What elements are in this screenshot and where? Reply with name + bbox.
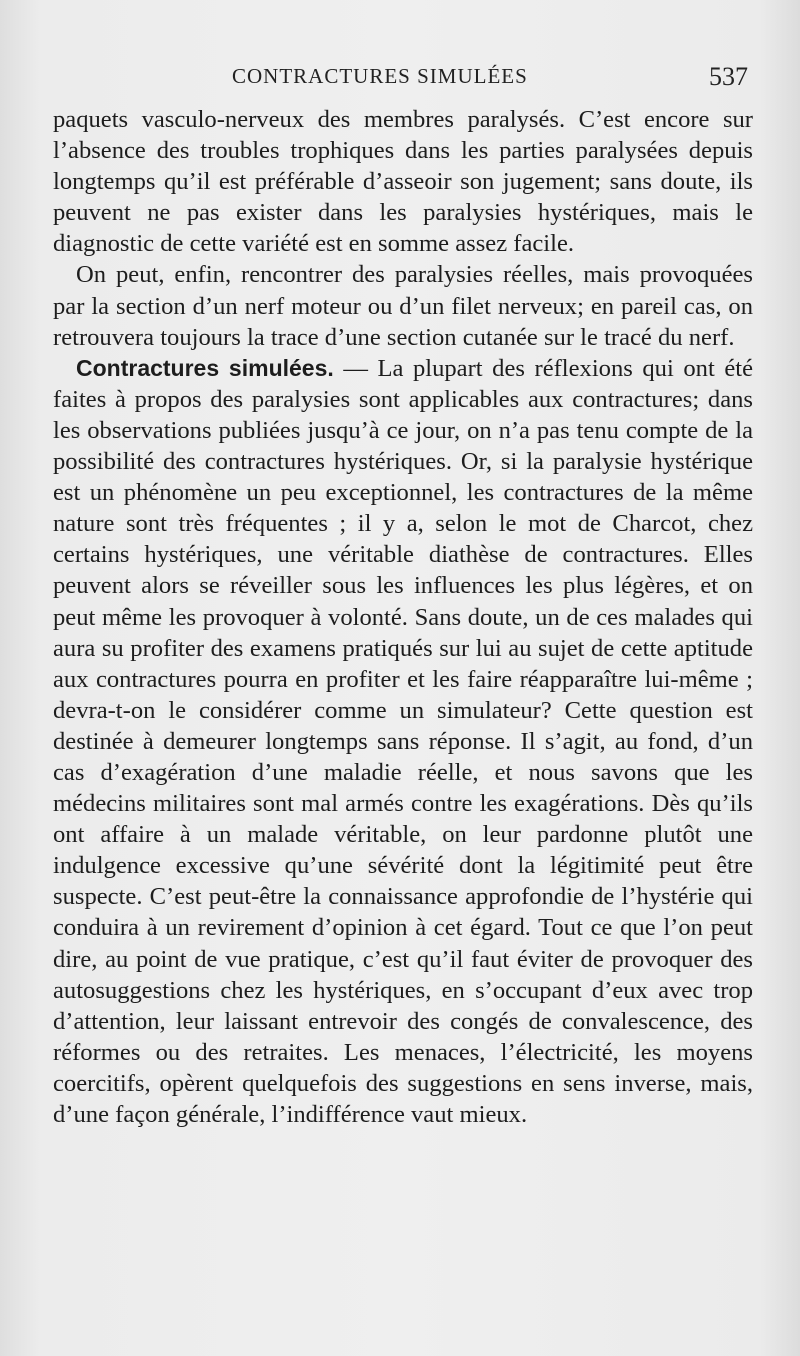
paragraph-contractures-text: — La plupart des réflexions qui ont été faites à propos des paralysies sont applicables aux contractures; dans les observations publiées jusqu’à ce jour, on n’a pas tenu compte de la possibilité des contractures hystériques. Or, si la paralysie hystérique est un phénomène un peu exceptionnel, les contractures de la même nature sont très fréquentes ; il y a, selon le mot de Charcot, chez certains hystériques, une véritable diathèse de contractures. Elles peuvent alors se réveiller sous les influences les plus légères, et on peut même les provoquer à volonté. Sans doute, un de ces malades qui aura su profiter des examens pratiqués sur lui au sujet de cette aptitude aux contractures pourra en profiter et les faire réapparaître lui-même ; devra-t-on le considérer comme un simulateur? Cette question est destinée à demeurer longtemps sans réponse. Il s’agit, au fond, d’un cas d’exagération d’une maladie réelle, et nous savons que les médecins militaires sont mal armés contre les exagérations. Dès qu’ils ont affaire à un malade véritable, on leur pardonne plutôt une indulgence excessive qu’une sévérité dont la légitimité peut être suspecte. C’est peut-être la connaissance approfondie de l’hystérie qui conduira à un revirement d’opinion à cet égard. Tout ce que l’on peut dire, au point de vue pratique, c’est qu’il faut éviter de provoquer des autosuggestions chez les hystériques, en s’occupant d’eux avec trop d’attention, leur laissant entrevoir des congés de convalescence, des réformes ou des retraites. Les menaces, l’électricité, les moyens coercitifs, opèrent quelquefois des suggestions en sens inverse, mais, d’une façon générale, l’indifférence vaut mieux. xyxy=(53,354,753,1128)
paragraph-continuation: paquets vasculo-nerveux des membres paralysés. C’est encore sur l’absence des troubles trophiques dans les parties paralysées depuis longtemps qu’il est préférable d’asseoir son jugement; sans doute, ils peuvent ne pas exister dans les paralysies hystériques, mais le diagnostic de cette variété est en somme assez facile. xyxy=(53,106,753,258)
running-title: CONTRACTURES SIMULÉES xyxy=(232,64,528,88)
running-head xyxy=(0,62,800,92)
body-text xyxy=(53,104,753,1130)
page-number: 537 xyxy=(709,62,748,91)
paragraph-contractures xyxy=(53,353,753,1130)
paragraph-nerve-section: On peut, enfin, rencontrer des paralysies réelles, mais provoquées par la section d’un nerf moteur ou d’un filet nerveux; en pareil cas, on retrouvera toujours la trace d’une section cutanée sur le tracé du nerf. xyxy=(53,261,753,351)
section-heading-contractures: Contractures simulées. xyxy=(76,354,334,381)
